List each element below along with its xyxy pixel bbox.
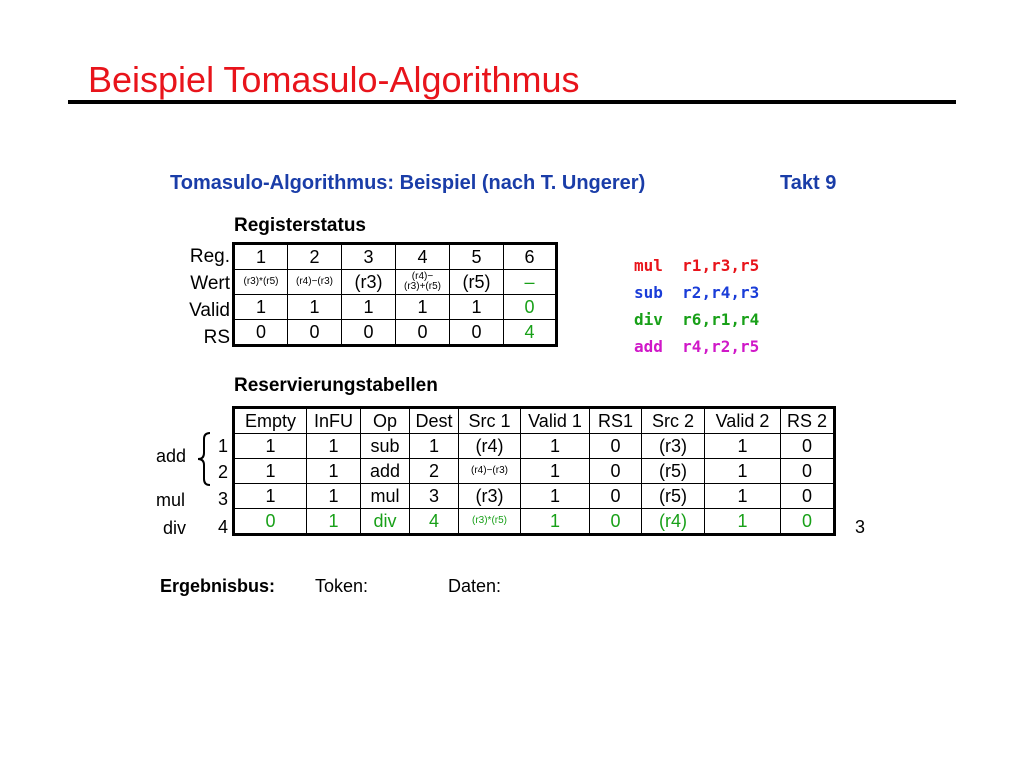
row-label-reg: Reg.	[189, 246, 230, 267]
table-cell: 0	[234, 509, 307, 535]
wert-stack-bottom: (r3)+(r5)	[404, 281, 441, 292]
table-cell: (r3)	[642, 434, 705, 459]
reservation-tables-heading: Reservierungstabellen	[234, 375, 438, 396]
table-cell: (r5)	[642, 484, 705, 509]
row-label-valid: Valid	[189, 300, 230, 321]
table-row	[234, 320, 557, 346]
operands: r4,r2,r5	[682, 337, 760, 356]
table-cell: div	[361, 509, 410, 535]
table-cell: 0	[781, 434, 835, 459]
table-cell: (r3)*(r5)	[459, 509, 521, 535]
valid-cell: 1	[288, 295, 342, 320]
table-row	[234, 459, 835, 484]
unit-label-mul: mul	[156, 490, 186, 510]
figure-title: Tomasulo-Algorithmus: Beispiel (nach T. Ungerer)	[170, 172, 646, 194]
wert-cell: (r3)	[342, 270, 396, 295]
rs-cell: 4	[504, 320, 557, 346]
column-header: Src 2	[642, 408, 705, 434]
instruction-mul	[634, 252, 759, 279]
wert-cell: –	[504, 270, 557, 295]
opcode: sub	[634, 283, 663, 302]
rs-cell: 0	[342, 320, 396, 346]
instruction-sub	[634, 279, 759, 306]
table-cell: 1	[705, 459, 781, 484]
rs-cell: 0	[288, 320, 342, 346]
wert-stack-top: (r4)−	[411, 271, 434, 282]
table-cell: 1	[521, 459, 590, 484]
column-header: Dest	[410, 408, 459, 434]
table-cell: (r4)	[642, 509, 705, 535]
column-header: Valid 1	[521, 408, 590, 434]
side-note: 3	[855, 517, 866, 537]
row-number: 3	[218, 489, 229, 509]
table-cell: 1	[307, 459, 361, 484]
rs-cell: 0	[450, 320, 504, 346]
table-cell: 1	[234, 434, 307, 459]
table-cell: 0	[781, 509, 835, 535]
unit-label-div: div	[163, 518, 187, 538]
register-status-table	[232, 242, 558, 347]
opcode: mul	[634, 256, 663, 275]
reg-cell: 4	[396, 244, 450, 270]
table-cell: 1	[234, 484, 307, 509]
table-row-highlighted	[234, 509, 835, 535]
table-cell: 2	[410, 459, 459, 484]
table-cell: 1	[307, 484, 361, 509]
table-cell: 0	[590, 459, 642, 484]
valid-cell: 0	[504, 295, 557, 320]
row-label-wert: Wert	[190, 273, 230, 294]
table-cell: 1	[521, 509, 590, 535]
table-cell: 3	[410, 484, 459, 509]
column-header: RS1	[590, 408, 642, 434]
wert-cell: (r5)	[450, 270, 504, 295]
column-header: Src 1	[459, 408, 521, 434]
valid-cell: 1	[342, 295, 396, 320]
table-header-row	[234, 408, 835, 434]
table-row	[234, 484, 835, 509]
clock-cycle-label: Takt 9	[780, 172, 837, 194]
table-cell: 0	[590, 509, 642, 535]
reg-cell: 6	[504, 244, 557, 270]
reg-cell: 5	[450, 244, 504, 270]
table-cell: (r4)−(r3)	[459, 459, 521, 484]
wert-cell: (r4)−(r3)	[288, 270, 342, 295]
table-cell: 1	[410, 434, 459, 459]
table-cell: 0	[781, 484, 835, 509]
table-cell: (r3)	[459, 484, 521, 509]
table-row	[234, 270, 557, 295]
table-cell: 1	[521, 484, 590, 509]
title-underline	[68, 100, 956, 104]
column-header: Empty	[234, 408, 307, 434]
column-header: RS 2	[781, 408, 835, 434]
reg-cell: 1	[234, 244, 288, 270]
reservation-table	[232, 406, 836, 536]
brace-icon	[196, 431, 212, 487]
table-cell: (r4)	[459, 434, 521, 459]
opcode: add	[634, 337, 663, 356]
data-label: Daten:	[448, 576, 502, 596]
table-cell: 4	[410, 509, 459, 535]
column-header: Valid 2	[705, 408, 781, 434]
opcode: div	[634, 310, 663, 329]
row-number: 4	[218, 517, 229, 537]
table-cell: 1	[521, 434, 590, 459]
table-cell: 0	[781, 459, 835, 484]
unit-label-add: add	[156, 446, 187, 466]
table-cell: 0	[590, 434, 642, 459]
valid-cell: 1	[450, 295, 504, 320]
slide-title: Beispiel Tomasulo-Algorithmus	[88, 59, 580, 100]
column-header: InFU	[307, 408, 361, 434]
table-cell: 1	[307, 509, 361, 535]
table-cell: (r5)	[642, 459, 705, 484]
valid-cell: 1	[234, 295, 288, 320]
row-number: 1	[218, 436, 229, 456]
table-cell: 1	[705, 434, 781, 459]
register-status-heading: Registerstatus	[234, 215, 366, 236]
wert-cell-stacked	[396, 270, 450, 295]
table-cell: 1	[307, 434, 361, 459]
rs-cell: 0	[234, 320, 288, 346]
table-cell: 1	[705, 509, 781, 535]
instruction-div	[634, 306, 759, 333]
table-cell: sub	[361, 434, 410, 459]
row-label-rs: RS	[203, 327, 230, 348]
table-cell: 0	[590, 484, 642, 509]
wert-cell: (r3)*(r5)	[234, 270, 288, 295]
table-cell: 1	[705, 484, 781, 509]
table-row	[234, 434, 835, 459]
table-row	[234, 295, 557, 320]
token-label: Token:	[315, 576, 369, 596]
row-number: 2	[218, 462, 229, 482]
table-cell: 1	[234, 459, 307, 484]
operands: r2,r4,r3	[682, 283, 760, 302]
column-header: Op	[361, 408, 410, 434]
operands: r1,r3,r5	[682, 256, 760, 275]
result-bus-label: Ergebnisbus:	[160, 576, 276, 596]
operands: r6,r1,r4	[682, 310, 760, 329]
reg-cell: 2	[288, 244, 342, 270]
table-cell: add	[361, 459, 410, 484]
table-cell: mul	[361, 484, 410, 509]
rs-cell: 0	[396, 320, 450, 346]
instruction-add	[634, 333, 759, 360]
valid-cell: 1	[396, 295, 450, 320]
reg-cell: 3	[342, 244, 396, 270]
table-row	[234, 244, 557, 270]
